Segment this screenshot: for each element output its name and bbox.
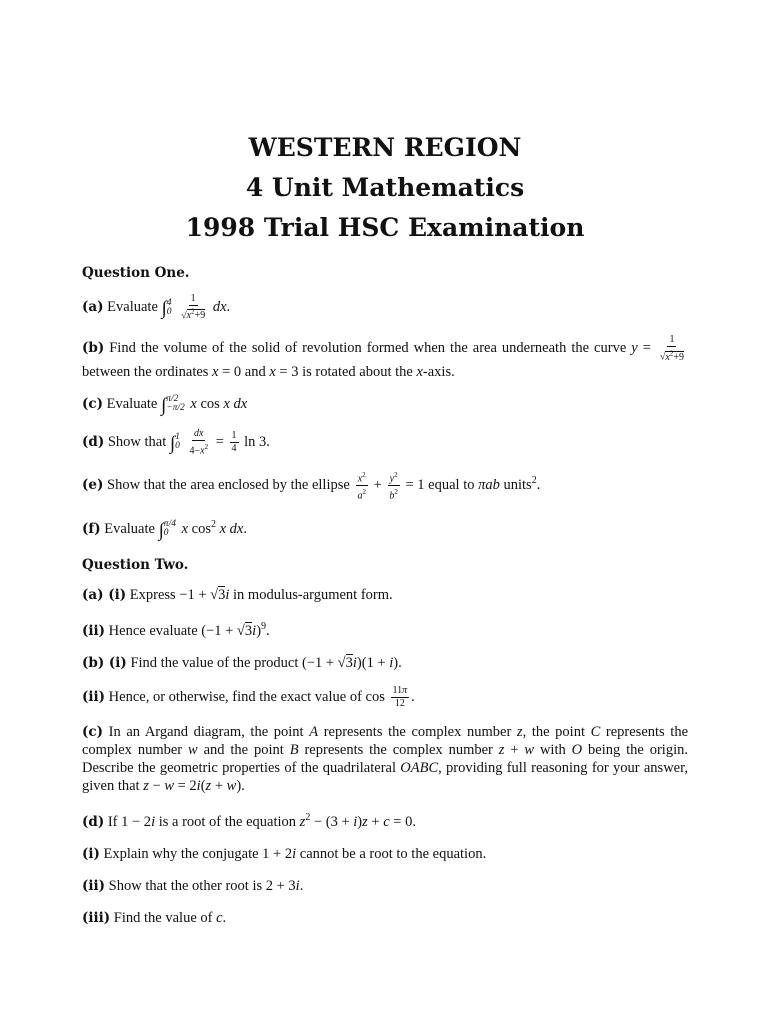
q2-d-label: (d) <box>82 813 105 830</box>
q2-c-label: (c) <box>82 723 103 740</box>
q2-item-d-ii: (ii) Show that the other root is 2 + 3i. <box>82 877 304 894</box>
q2-d-iii-label: (iii) <box>82 909 111 926</box>
q1-b-label: (b) <box>82 340 105 357</box>
q2-d-ii-label: (ii) <box>82 877 106 894</box>
q1-item-a: (a) Evaluate ∫ 4 0 $\frac{1}{√x^2+9}$ dx. <box>82 293 231 322</box>
q2-d-i-label: (i) <box>82 845 100 862</box>
exam-page <box>82 128 688 941</box>
q2-item-d: (d) If 1 − 2i is a root of the equation $z^2 - (3 + i)z + c = 0$. <box>82 811 416 830</box>
q1-item-d: (d) Show that ∫ 1 0 $\frac{dx}{4-x^2}$ = $\frac{1}{4}$ ln 3. <box>82 427 270 456</box>
q2-a-ii-label: (ii) <box>82 622 106 639</box>
q1-e-label: (e) <box>82 477 104 494</box>
q1-a-label: (a) <box>82 298 104 315</box>
q2-item-c: (c) In an Argand diagram, the point A represents the complex number z, the point C represents the complex number w and the point B represents the complex number z + w with O being the origin. Describe the geometric properties of the quadrilateral OABC, providing full reasoning for your answer, given that z − w = 2i(z + w). <box>82 723 689 794</box>
q2-item-b-ii: (ii) Hence, or otherwise, find the exact value of cos $\frac{11\pi}{12}$ . <box>82 684 415 709</box>
question-two-heading: Question Two. <box>82 556 189 573</box>
title-course: 4 Unit Mathematics <box>245 173 525 202</box>
q2-a-i-label: (a) (i) <box>82 586 127 603</box>
title-exam: 1998 Trial HSC Examination <box>185 213 585 242</box>
title-block <box>82 128 688 248</box>
q1-item-f: (f) Evaluate ∫ π/4 0 x $\cos^2 x$ dx. <box>82 518 247 541</box>
q2-item-d-iii: (iii) Find the value of c. <box>82 909 227 926</box>
q2-item-b-i: (b) (i) Find the value of the product (−1 + √3i)(1 + i). <box>82 654 402 671</box>
q2-item-d-i: (i) Explain why the conjugate 1 + 2i cannot be a root to the equation. <box>82 845 487 862</box>
q1-d-label: (d) <box>82 433 105 450</box>
q2-b-i-label: (b) (i) <box>82 654 127 671</box>
q1-item-b: (b) Find the volume of the solid of revolution formed when the area underneath the curve y = $\frac{1}{√x^2+9}$ between the ordinates x = 0 and x = 3 is rotated about the x-axis. <box>82 334 684 380</box>
q1-item-c: (c) Evaluate ∫ π/2 −π/2 x cos x dx <box>82 394 248 416</box>
q2-b-ii-label: (ii) <box>82 688 106 705</box>
q1-f-label: (f) <box>82 520 101 537</box>
q1-item-e: (e) Show that the area enclosed by the ellipse $\frac{x^2}{a^2}$ + $\frac{y^2}{b^2}$ = 1 equal to πab units$^2$. <box>82 470 541 502</box>
q1-c-label: (c) <box>82 395 103 412</box>
q2-item-a-i: (a) (i) Express −1 + √3i in modulus-argument form. <box>82 586 393 603</box>
question-one-heading: Question One. <box>82 265 190 281</box>
title-region: WESTERN REGION <box>248 133 522 162</box>
q2-item-a-ii: (ii) Hence evaluate $(-1 + √3i)^9$. <box>82 620 270 639</box>
